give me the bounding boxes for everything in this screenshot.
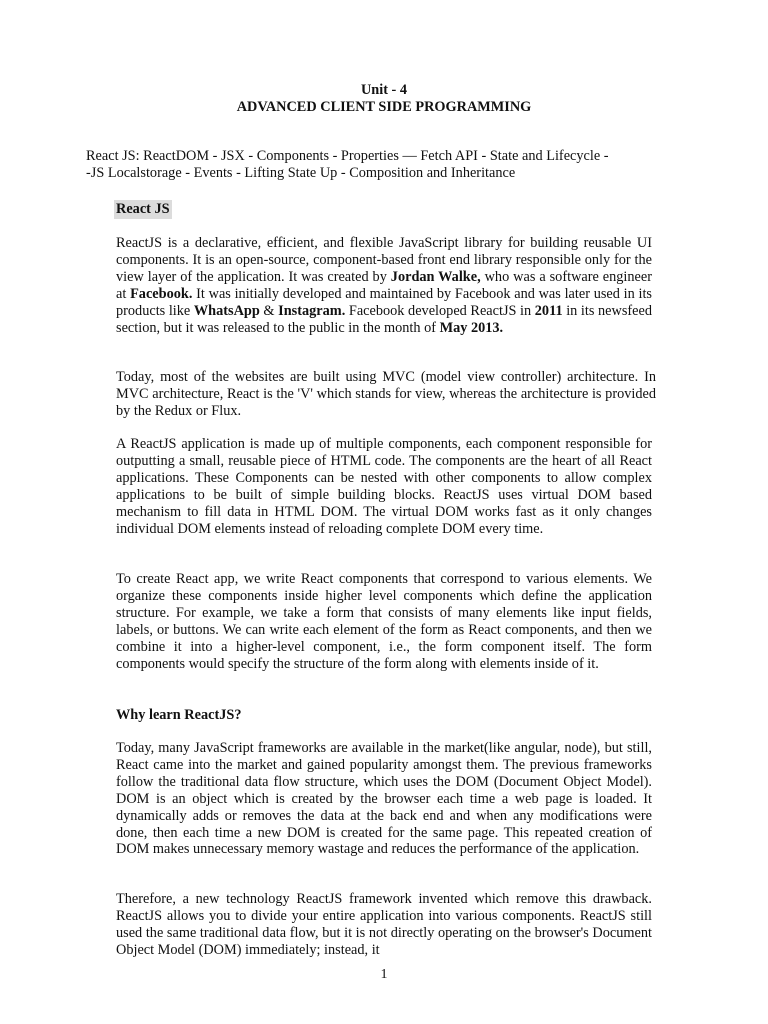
bold-whatsapp: WhatsApp: [193, 302, 260, 319]
text-run: in its newsfeed section, but it was released to the public in the month of: [116, 302, 652, 336]
text-run: &: [259, 302, 279, 319]
unit-label: Unit - 4: [360, 82, 408, 98]
topics-line-1: React JS: ReactDOM - JSX - Components - Properties — Fetch API - State and Lifecycle -: [86, 148, 609, 164]
text-run: ReactJS is a declarative, efficient, and flexible JavaScript library for building reusable UI components. It is an open-source, component-based front end library responsible only for the view layer of the application. It was created by: [116, 235, 652, 285]
paragraph-components: A ReactJS application is made up of multiple components, each component responsible for outputting a small, reusable piece of HTML code. The components are the heart of all React applications. These Components can be nested with other components to allow complex applications to be built of simple building blocks. ReactJS uses virtual DOM based mechanism to fill data in HTML DOM. The virtual DOM works fast as it only changes individual DOM elements instead of reloading complete DOM every time.: [116, 436, 652, 537]
paragraph-mvc: Today, most of the websites are built using MVC (model view controller) architecture. In MVC architecture, React is the 'V' which stands for view, whereas the architecture is provided by the Redux or Flux.: [116, 369, 656, 419]
bold-instagram: Instagram.: [278, 302, 346, 319]
paragraph-intro: [116, 235, 652, 336]
bold-year: 2011: [534, 302, 563, 319]
paragraph-therefore: Therefore, a new technology ReactJS framework invented which remove this drawback. ReactJS allows you to divide your entire application into various components. ReactJS still used the same traditional data flow, but it is not directly operating on the browser's Document Object Model (DOM) immediately; instead, it: [116, 891, 652, 958]
section-heading-why-learn: Why learn ReactJS?: [116, 707, 242, 723]
bold-company: Facebook.: [130, 285, 193, 302]
paragraph-why-learn: Today, many JavaScript frameworks are available in the market(like angular, node), but still, React came into the market and gained popularity amongst them. The previous frameworks follow the traditional data flow structure, which uses the DOM (Document Object Model). DOM is an object which is created by the browser each time a web page is loaded. It dynamically adds or removes the data at the back end and when any modifications were done, then each time a new DOM is created for the same page. This repeated creation of DOM makes unnecessary memory wastage and reduces the performance of the application.: [116, 740, 652, 858]
page-title: ADVANCED CLIENT SIDE PROGRAMMING: [236, 99, 532, 115]
paragraph-create-app: To create React app, we write React components that correspond to various elements. We organize these components inside higher level components which define the application structure. For example, we take a form that consists of many elements like input fields, labels, or buttons. We can write each element of the form as React components, and then we combine it into a higher-level component, i.e., the form component itself. The form components would specify the structure of the form along with elements inside of it.: [116, 571, 652, 672]
bold-release-date: May 2013.: [439, 319, 504, 336]
text-run: who was a software engineer at: [116, 268, 652, 302]
section-heading-react-js: React JS: [116, 201, 170, 217]
text-run: It was initially developed and maintained by Facebook and was later used in its products like: [116, 285, 652, 319]
page-number: 1: [380, 967, 388, 982]
bold-creator: Jordan Walke,: [390, 268, 481, 285]
text-run: Facebook developed ReactJS in: [345, 302, 535, 319]
topics-line-2: -JS Localstorage - Events - Lifting State Up - Composition and Inheritance: [86, 165, 516, 181]
